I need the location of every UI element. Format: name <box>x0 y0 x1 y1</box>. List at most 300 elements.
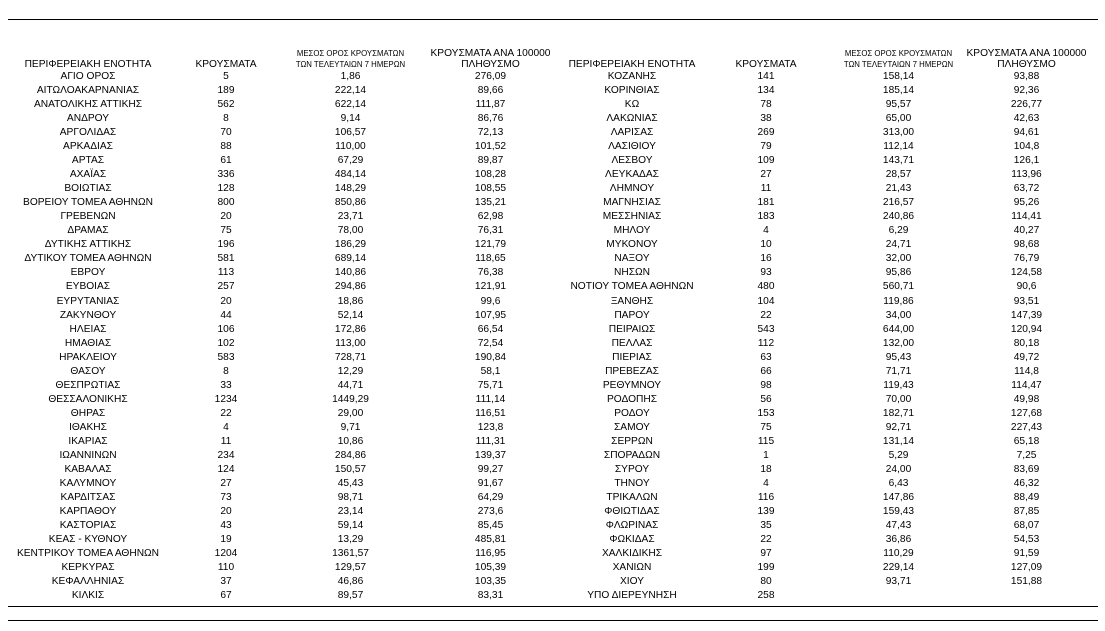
cell-avg-7days: 1449,29 <box>332 393 369 405</box>
cell-region: ΑΡΚΑΔΙΑΣ <box>63 141 113 153</box>
cell-cases: 104 <box>757 295 775 307</box>
cell-cases: 1 <box>763 449 769 461</box>
cell-cases: 97 <box>760 548 772 560</box>
cell-cases: 5 <box>223 71 229 82</box>
cell-cases: 11 <box>760 183 772 195</box>
cell-region: ΧΑΝΙΩΝ <box>612 562 652 574</box>
cell-region: ΧΙΟΥ <box>619 576 645 588</box>
cell-cases: 112 <box>757 337 775 349</box>
cell-per-100k: 114,41 <box>1011 211 1042 223</box>
cell-cases: 19 <box>220 534 232 546</box>
cell-avg-7days: 67,29 <box>337 155 364 167</box>
cell-avg-7days: 95,57 <box>885 99 912 111</box>
cell-per-100k: 94,61 <box>1013 127 1040 139</box>
cell-region: ΙΩΑΝΝΙΝΩΝ <box>59 449 117 461</box>
table-row <box>566 393 1098 407</box>
table-row <box>8 547 568 561</box>
cell-avg-7days: 18,86 <box>337 295 364 307</box>
table-row <box>566 337 1098 351</box>
cell-region: ΚΟΡΙΝΘΙΑΣ <box>604 85 660 97</box>
table-row <box>8 309 568 323</box>
cell-avg-7days: 150,57 <box>334 463 367 475</box>
cell-per-100k: 108,55 <box>474 183 507 195</box>
cell-avg-7days: 23,14 <box>337 505 364 517</box>
cell-avg-7days: 140,86 <box>334 267 367 279</box>
cell-avg-7days: 622,14 <box>334 99 367 111</box>
cell-per-100k: 227,43 <box>1010 421 1043 433</box>
cell-region: ΠΡΕΒΕΖΑΣ <box>605 365 659 377</box>
cell-per-100k: 76,31 <box>477 225 504 237</box>
cell-cases: 124 <box>217 463 235 475</box>
cell-cases: 18 <box>760 463 772 475</box>
table-row <box>566 323 1098 337</box>
cell-per-100k: 121,79 <box>474 239 507 251</box>
cell-avg-7days: 110,00 <box>335 141 366 153</box>
cell-cases: 16 <box>760 253 772 265</box>
cell-cases: 4 <box>763 225 769 237</box>
table-row <box>8 533 568 547</box>
cell-region: ΣΠΟΡΑΔΩΝ <box>603 449 661 461</box>
table-row <box>566 112 1098 126</box>
table-row <box>8 84 568 98</box>
cell-cases: 63 <box>760 351 772 363</box>
cell-per-100k: 92,36 <box>1013 85 1040 97</box>
cell-region: ΔΥΤΙΚΟΥ ΤΟΜΕΑ ΑΘΗΝΩΝ <box>24 253 152 265</box>
cell-avg-7days: 6,29 <box>888 225 909 237</box>
table-row <box>566 140 1098 154</box>
cell-per-100k: 83,31 <box>477 590 504 602</box>
table-row <box>8 351 568 365</box>
cell-cases: 4 <box>223 421 229 433</box>
cell-region: ΚΙΛΚΙΣ <box>71 590 105 602</box>
cell-region: ΚΕΦΑΛΛΗΝΙΑΣ <box>51 576 125 588</box>
cell-region: ΓΡΕΒΕΝΩΝ <box>60 211 116 223</box>
cell-cases: 38 <box>760 113 772 125</box>
cell-cases: 78 <box>760 99 772 111</box>
cell-region: ΜΕΣΣΗΝΙΑΣ <box>602 211 662 223</box>
cell-avg-7days: 222,14 <box>334 85 367 97</box>
cell-per-100k: 99,27 <box>477 463 504 475</box>
cell-per-100k: 80,18 <box>1013 337 1040 349</box>
cell-cases: 22 <box>760 534 772 546</box>
cell-per-100k: 127,68 <box>1010 407 1043 419</box>
header-per100k-line2: ΠΛΗΘΥΣΜΟ <box>461 59 520 70</box>
cell-region: ΠΕΛΛΑΣ <box>611 337 653 349</box>
left-table-rows <box>8 70 568 603</box>
cell-cases: 44 <box>220 309 232 321</box>
table-row <box>566 224 1098 238</box>
cell-avg-7days: 5,29 <box>888 449 909 461</box>
cell-region: ΜΑΓΝΗΣΙΑΣ <box>603 197 661 209</box>
cell-per-100k: 114,47 <box>1011 379 1042 391</box>
table-row <box>8 140 568 154</box>
table-row <box>566 266 1098 280</box>
cell-per-100k: 49,98 <box>1013 393 1040 405</box>
cell-per-100k: 99,6 <box>480 295 501 307</box>
cell-cases: 196 <box>217 239 235 251</box>
cell-region: ΕΥΒΟΙΑΣ <box>65 281 111 293</box>
table-row <box>566 463 1098 477</box>
cell-cases: 27 <box>220 477 232 489</box>
cell-region: ΛΕΥΚΑΔΑΣ <box>605 169 659 181</box>
cell-region: ΗΜΑΘΙΑΣ <box>64 337 112 349</box>
cell-avg-7days: 129,57 <box>334 562 367 574</box>
cell-avg-7days: 46,86 <box>337 576 364 588</box>
cell-per-100k: 95,26 <box>1013 197 1040 209</box>
cell-per-100k: 123,8 <box>477 421 504 433</box>
table-row <box>8 210 568 224</box>
cell-cases: 269 <box>757 127 775 139</box>
cell-cases: 93 <box>760 267 772 279</box>
cell-cases: 258 <box>757 590 775 602</box>
table-row <box>566 252 1098 266</box>
cell-avg-7days: 71,71 <box>885 365 912 377</box>
cell-avg-7days: 313,00 <box>882 127 915 139</box>
cell-region: ΥΠΟ ΔΙΕΡΕΥΝΗΣΗ <box>587 590 677 602</box>
cell-per-100k: 118,65 <box>475 253 506 265</box>
cell-per-100k: 46,32 <box>1013 477 1040 489</box>
cell-region: ΑΓΙΟ ΟΡΟΣ <box>60 71 116 82</box>
cell-avg-7days: 44,71 <box>337 379 364 391</box>
cell-cases: 1204 <box>214 548 238 560</box>
table-row <box>566 519 1098 533</box>
cell-cases: 10 <box>760 239 772 251</box>
header-avg-line2: ΤΩΝ ΤΕΛΕΥΤΑΙΩΝ 7 ΗΜΕΡΩΝ <box>295 60 406 69</box>
cell-avg-7days: 12,29 <box>337 365 364 377</box>
cell-per-100k: 135,21 <box>474 197 507 209</box>
cell-region: ΤΡΙΚΑΛΩΝ <box>606 491 658 503</box>
table-row <box>566 407 1098 421</box>
cell-avg-7days: 32,00 <box>885 253 912 265</box>
cell-per-100k: 7,25 <box>1016 449 1037 461</box>
header-per100k-line2: ΠΛΗΘΥΣΜΟ <box>997 59 1056 70</box>
cell-avg-7days: 284,86 <box>334 449 367 461</box>
cell-cases: 56 <box>760 393 772 405</box>
cell-region: ΚΕΑΣ - ΚΥΘΝΟΥ <box>48 534 128 546</box>
cell-region: ΙΚΑΡΙΑΣ <box>68 435 108 447</box>
table-row <box>566 421 1098 435</box>
cell-cases: 8 <box>223 113 229 125</box>
table-row <box>8 98 568 112</box>
cell-avg-7days: 9,71 <box>340 421 361 433</box>
cell-avg-7days: 229,14 <box>882 562 915 574</box>
cell-per-100k: 108,28 <box>474 169 507 181</box>
cell-avg-7days: 10,86 <box>337 435 364 447</box>
cell-cases: 128 <box>217 183 235 195</box>
table-row <box>8 323 568 337</box>
cell-avg-7days: 158,14 <box>882 71 915 82</box>
header-avg-7days <box>288 48 413 70</box>
header-avg-line1: ΜΕΣΟΣ ΟΡΟΣ ΚΡΟΥΣΜΑΤΩΝ <box>844 49 953 58</box>
cell-region: ΡΟΔΟΠΗΣ <box>606 393 658 405</box>
cell-avg-7days: 159,43 <box>882 505 915 517</box>
header-cases: ΚΡΟΥΣΜΑΤΑ <box>735 59 797 70</box>
cell-avg-7days: 484,14 <box>334 169 367 181</box>
cell-per-100k: 105,39 <box>474 562 507 574</box>
cell-cases: 88 <box>220 141 232 153</box>
top-rule <box>8 19 1098 20</box>
cell-cases: 20 <box>220 211 232 223</box>
cell-region: ΚΑΣΤΟΡΙΑΣ <box>59 520 117 531</box>
cell-avg-7days: 65,00 <box>885 113 912 125</box>
cell-avg-7days: 131,14 <box>882 435 915 447</box>
cell-cases: 181 <box>757 197 775 209</box>
table-row <box>8 407 568 421</box>
cell-region: ΑΝΑΤΟΛΙΚΗΣ ΑΤΤΙΚΗΣ <box>33 99 143 111</box>
cell-per-100k: 107,95 <box>474 309 507 321</box>
cell-per-100k: 139,37 <box>474 449 507 461</box>
cell-cases: 543 <box>757 323 775 335</box>
cell-cases: 43 <box>220 520 232 531</box>
cell-region: ΜΥΚΟΝΟΥ <box>606 239 658 251</box>
cell-region: ΦΛΩΡΙΝΑΣ <box>605 520 659 531</box>
cell-per-100k: 111,14 <box>475 393 506 405</box>
cell-region: ΔΡΑΜΑΣ <box>67 225 109 237</box>
cell-avg-7days: 34,00 <box>885 309 912 321</box>
cell-cases: 67 <box>220 590 232 602</box>
cell-avg-7days: 78,00 <box>337 225 364 237</box>
cell-cases: 183 <box>757 211 775 223</box>
cell-cases: 139 <box>757 505 775 517</box>
cell-region: ΚΑΒΑΛΑΣ <box>64 463 112 475</box>
cell-per-100k: 91,67 <box>477 477 504 489</box>
cell-per-100k: 151,88 <box>1010 576 1043 588</box>
cell-avg-7days: 93,71 <box>885 576 912 588</box>
cell-region: ΛΑΡΙΣΑΣ <box>610 127 654 139</box>
cell-region: ΚΕΝΤΡΙΚΟΥ ΤΟΜΕΑ ΑΘΗΝΩΝ <box>16 548 160 560</box>
table-row <box>8 379 568 393</box>
cell-per-100k: 103,35 <box>474 576 507 588</box>
left-table <box>8 30 568 603</box>
cell-avg-7days: 21,43 <box>885 183 912 195</box>
cell-cases: 66 <box>760 365 772 377</box>
cell-region: ΚΟΖΑΝΗΣ <box>607 71 657 82</box>
table-row <box>566 449 1098 463</box>
cell-per-100k: 124,58 <box>1010 267 1043 279</box>
cell-cases: 115 <box>757 435 775 447</box>
cell-region: ΧΑΛΚΙΔΙΚΗΣ <box>601 548 663 560</box>
table-row <box>566 210 1098 224</box>
cell-per-100k: 42,63 <box>1013 113 1040 125</box>
cell-cases: 37 <box>220 576 232 588</box>
cell-per-100k: 114,8 <box>1014 365 1039 377</box>
cell-per-100k: 226,77 <box>1010 99 1043 111</box>
table-row <box>8 252 568 266</box>
table-row <box>8 295 568 309</box>
cell-cases: 199 <box>757 562 775 574</box>
cell-avg-7days: 59,14 <box>337 520 364 531</box>
cell-per-100k: 89,87 <box>477 155 504 167</box>
table-row <box>566 435 1098 449</box>
cell-avg-7days: 113,00 <box>335 337 366 349</box>
cell-per-100k: 113,96 <box>1011 169 1042 181</box>
cell-region: ΝΗΣΩΝ <box>614 267 650 279</box>
cell-region: ΛΕΣΒΟΥ <box>611 155 653 167</box>
cell-per-100k: 76,79 <box>1013 253 1040 265</box>
cell-region: ΦΘΙΩΤΙΔΑΣ <box>604 505 660 517</box>
cell-cases: 35 <box>760 520 772 531</box>
header-per100k-line1: ΚΡΟΥΣΜΑΤΑ ΑΝΑ 100000 <box>430 48 551 59</box>
table-row <box>566 84 1098 98</box>
cell-avg-7days: 98,71 <box>337 491 364 503</box>
table-row <box>566 309 1098 323</box>
cell-region: ΦΩΚΙΔΑΣ <box>609 534 655 546</box>
cell-region: ΕΒΡΟΥ <box>70 267 106 279</box>
cell-region: ΗΛΕΙΑΣ <box>69 323 107 335</box>
table-row <box>8 280 568 294</box>
cell-region: ΑΡΓΟΛΙΔΑΣ <box>59 127 117 139</box>
cell-region: ΒΟΡΕΙΟΥ ΤΟΜΕΑ ΑΘΗΝΩΝ <box>23 197 153 209</box>
cell-cases: 134 <box>757 85 775 97</box>
table-row <box>8 421 568 435</box>
cell-avg-7days: 294,86 <box>334 281 367 293</box>
cell-per-100k: 83,69 <box>1013 463 1040 475</box>
cell-region: ΗΡΑΚΛΕΙΟΥ <box>59 351 117 363</box>
table-row <box>8 519 568 533</box>
cell-cases: 75 <box>220 225 232 237</box>
cell-avg-7days: 850,86 <box>334 197 367 209</box>
table-row <box>8 168 568 182</box>
cell-per-100k: 87,85 <box>1013 505 1040 517</box>
table-row <box>8 337 568 351</box>
cell-cases: 109 <box>757 155 775 167</box>
table-row <box>566 351 1098 365</box>
cell-region: ΑΡΤΑΣ <box>71 155 105 167</box>
cell-per-100k: 276,09 <box>474 71 507 82</box>
cell-cases: 102 <box>217 337 235 349</box>
cell-cases: 33 <box>220 379 232 391</box>
table-row <box>566 168 1098 182</box>
cell-avg-7days: 24,71 <box>885 239 912 251</box>
table-row <box>8 393 568 407</box>
cell-avg-7days: 148,29 <box>334 183 367 195</box>
cell-per-100k: 66,54 <box>477 323 504 335</box>
cell-avg-7days: 216,57 <box>882 197 915 209</box>
cell-region: ΣΑΜΟΥ <box>614 421 650 433</box>
cell-region: ΡΕΘΥΜΝΟΥ <box>602 379 662 391</box>
right-table-header <box>566 30 1098 70</box>
cell-cases: 336 <box>217 169 235 181</box>
cell-per-100k: 54,53 <box>1013 534 1040 546</box>
cell-avg-7days: 95,43 <box>885 351 912 363</box>
cell-avg-7days: 106,57 <box>334 127 367 139</box>
table-row <box>566 575 1098 589</box>
cell-region: ΚΑΡΠΑΘΟΥ <box>59 505 117 517</box>
header-cases: ΚΡΟΥΣΜΑΤΑ <box>195 59 257 70</box>
cell-cases: 4 <box>763 477 769 489</box>
table-row <box>8 182 568 196</box>
cell-per-100k: 126,1 <box>1013 155 1040 167</box>
cell-per-100k: 65,18 <box>1013 435 1040 447</box>
cell-cases: 80 <box>760 576 772 588</box>
table-row <box>566 238 1098 252</box>
table-row <box>8 112 568 126</box>
cell-avg-7days: 52,14 <box>337 309 364 321</box>
cell-avg-7days: 147,86 <box>882 491 915 503</box>
cell-per-100k: 72,54 <box>477 337 504 349</box>
cell-avg-7days: 240,86 <box>882 211 915 223</box>
footer-rule <box>8 620 1098 621</box>
cell-cases: 61 <box>220 155 232 167</box>
cell-avg-7days: 95,86 <box>885 267 912 279</box>
cell-cases: 581 <box>217 253 235 265</box>
cell-per-100k: 116,51 <box>475 407 506 419</box>
cell-avg-7days: 1361,57 <box>332 548 369 560</box>
cell-per-100k: 93,51 <box>1013 295 1040 307</box>
cell-avg-7days: 644,00 <box>882 323 915 335</box>
cell-avg-7days: 172,86 <box>334 323 367 335</box>
table-row <box>566 154 1098 168</box>
table-row <box>8 491 568 505</box>
cell-per-100k: 86,76 <box>477 113 504 125</box>
right-table-rows <box>566 70 1098 603</box>
cell-region: ΕΥΡΥΤΑΝΙΑΣ <box>56 295 120 307</box>
cell-per-100k: 111,87 <box>475 99 506 111</box>
table-row <box>8 435 568 449</box>
cell-region: ΖΑΚΥΝΘΟΥ <box>59 309 117 321</box>
header-avg-line2: ΤΩΝ ΤΕΛΕΥΤΑΙΩΝ 7 ΗΜΕΡΩΝ <box>843 60 954 69</box>
table-row <box>566 196 1098 210</box>
table-row <box>566 70 1098 84</box>
cell-region: ΒΟΙΩΤΙΑΣ <box>64 183 112 195</box>
cell-avg-7days: 89,57 <box>337 590 364 602</box>
cell-avg-7days: 110,29 <box>883 548 914 560</box>
left-table-header <box>8 30 568 70</box>
table-row <box>566 98 1098 112</box>
cell-cases: 75 <box>760 421 772 433</box>
cell-cases: 22 <box>760 309 772 321</box>
cell-per-100k: 121,91 <box>474 281 507 293</box>
cell-cases: 234 <box>217 449 235 461</box>
cell-region: ΝΑΞΟΥ <box>614 253 650 265</box>
cell-per-100k: 485,81 <box>474 534 507 546</box>
cell-avg-7days: 23,71 <box>337 211 364 223</box>
cell-region: ΚΕΡΚΥΡΑΣ <box>61 562 115 574</box>
cell-per-100k: 75,71 <box>477 379 504 391</box>
cell-avg-7days: 560,71 <box>882 281 915 293</box>
table-row <box>8 365 568 379</box>
table-row <box>566 126 1098 140</box>
cell-per-100k: 58,1 <box>480 365 501 377</box>
cell-per-100k: 85,45 <box>477 520 504 531</box>
table-row <box>566 505 1098 519</box>
cell-region: ΛΑΚΩΝΙΑΣ <box>606 113 658 125</box>
cell-per-100k: 90,6 <box>1016 281 1037 293</box>
table-row <box>8 224 568 238</box>
header-avg-line1: ΜΕΣΟΣ ΟΡΟΣ ΚΡΟΥΣΜΑΤΩΝ <box>296 49 405 58</box>
cell-region: ΚΑΡΔΙΤΣΑΣ <box>60 491 116 503</box>
table-row <box>8 238 568 252</box>
table-row <box>566 547 1098 561</box>
cell-region: ΡΟΔΟΥ <box>614 407 650 419</box>
cell-cases: 106 <box>217 323 235 335</box>
cell-avg-7days: 6,43 <box>888 477 909 489</box>
cell-avg-7days: 182,71 <box>882 407 915 419</box>
cell-cases: 189 <box>217 85 235 97</box>
cell-region: ΔΥΤΙΚΗΣ ΑΤΤΙΚΗΣ <box>44 239 132 251</box>
cell-avg-7days: 143,71 <box>882 155 915 167</box>
cell-cases: 583 <box>217 351 235 363</box>
table-row <box>8 561 568 575</box>
cell-region: ΣΥΡΟΥ <box>614 463 650 475</box>
right-table <box>566 30 1098 603</box>
table-row <box>566 295 1098 309</box>
table-row <box>8 154 568 168</box>
cell-region: ΘΑΣΟΥ <box>70 365 106 377</box>
header-per100k-line1: ΚΡΟΥΣΜΑΤΑ ΑΝΑ 100000 <box>966 48 1087 59</box>
cell-cases: 27 <box>760 169 772 181</box>
cell-avg-7days: 119,43 <box>883 379 914 391</box>
